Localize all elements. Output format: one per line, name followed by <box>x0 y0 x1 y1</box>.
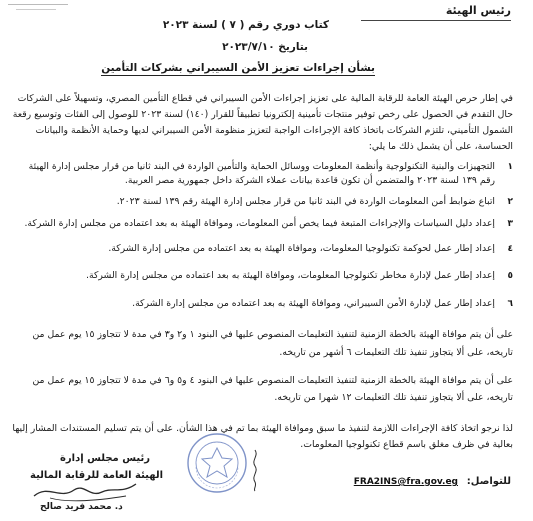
header-rule <box>361 20 511 21</box>
item-text: إعداد إطار عمل لإدارة الأمن السيبراني، وموافاة الهيئة به بعد اعتماده من مجلس إدارة الشركة. <box>132 298 495 309</box>
item-number: ١ <box>507 162 513 172</box>
item-number: ٦ <box>507 299 513 309</box>
item-number: ٥ <box>507 271 513 281</box>
item-text: إعداد دليل السياسات والإجراءات المتبعة فيما يخص أمن المعلومات، وموافاة الهيئة به بعد اعتماده من مجلس إدارة الشركة. <box>24 218 495 229</box>
circular-date: بتاريخ ٢٠٢٣/٧/١٠ <box>222 41 308 53</box>
deadline-line: تاريخه، على ألا يتجاوز تنفيذ تلك التعليمات ٦ أشهر من تاريخه. <box>279 347 513 358</box>
item-text: إعداد إطار عمل لإدارة مخاطر تكنولوجيا المعلومات، وموافاة الهيئة به بعد اعتماده من مجلس إدارة الشركة. <box>86 270 495 281</box>
handwritten-mark-icon <box>247 448 263 492</box>
deadline-line: على أن يتم موافاة الهيئة بالخطة الزمنية لتنفيذ التعليمات المنصوص عليها في البنود ١ و٢ و٣ في مدة لا تتجاوز ١٥ يوم عمل من <box>32 329 513 340</box>
handwritten-signature-icon <box>30 478 140 504</box>
intro-line: الشمول التأميني، تلتزم الشركات باتخاذ كافة الإجراءات الواجبة لتعزيز منظومة الأمن السيبراني لديها وحماية الأنظمة والبيانات <box>35 125 513 136</box>
item-text: اتباع ضوابط أمن المعلومات الواردة في البند ثانيا من قرار مجلس إدارة الهيئة رقم ١٣٩ لسنة ٢٠٢٣. <box>116 196 495 207</box>
official-stamp <box>186 432 248 494</box>
item-number: ٢ <box>507 197 513 207</box>
letterhead-mark <box>6 0 86 28</box>
signature-organization: الهيئة العامة للرقابة المالية <box>30 470 164 481</box>
intro-line: حال التقدم في الحصول على رخص توفير منتجات تأمينية إلكترونيا تطبيقاً للقرار (١٤٠) لسنة ٢٠٢٣ للوصول إلى الفئات وتوسيع رقعة <box>12 109 513 120</box>
item-number: ٤ <box>507 244 513 254</box>
eagle-seal-icon <box>186 432 248 494</box>
item-text: إعداد إطار عمل لحوكمة تكنولوجيا المعلومات، وموافاة الهيئة به بعد اعتماده من مجلس إدارة الشركة. <box>108 243 495 254</box>
deadline-line: تاريخه، على ألا يتجاوز تنفيذ تلك التعليمات ١٢ شهرا من تاريخه. <box>274 392 513 403</box>
contact-label: للتواصل: <box>466 476 511 487</box>
item-number: ٣ <box>507 219 513 229</box>
item-text: رقم ١٣٩ لسنة ٢٠٢٣ والمتضمن أن تكون قاعدة بيانات عملاء الشركة داخل جمهورية مصر العربية. <box>124 175 495 186</box>
item-text: التجهيزات والبنية التكنولوجية وأنظمة المعلومات ووسائل الحماية والتأمين الواردة في البند ثانيا من قرار مجلس إدارة الهيئة <box>28 161 495 172</box>
deadline-line: على أن يتم موافاة الهيئة بالخطة الزمنية لتنفيذ التعليمات المنصوص عليها في البنود ٤ و٥ و٦ في مدة لا تتجاوز ١٥ يوم عمل من <box>32 375 513 386</box>
circular-title: كتاب دوري رقم ( ٧ ) لسنة ٢٠٢٣ <box>162 19 329 31</box>
closing-line: لذا نرجو اتخاذ كافة الإجراءات اللازمة لتنفيذ ما سبق وموافاة الهيئة بما تم في هذا الشأن. على أن يتم تسليم المستندات المشار إليها <box>12 423 513 434</box>
circular-subject: بشأن إجراءات تعزيز الأمن السيبراني بشركات التأمين <box>101 62 375 74</box>
signature-title: رئيس مجلس إدارة <box>60 453 150 464</box>
intro-line: في إطار حرص الهيئة العامة للرقابة المالية على تعزيز إجراءات الأمن السيبراني في قطاع التأمين المصري، وتسهيلاً على الشركات <box>17 93 513 104</box>
contact-email-link[interactable]: FRA2INS@fra.gov.eg <box>353 477 458 487</box>
chairman-label: رئيس الهيئة <box>445 4 511 17</box>
closing-line: بعالية في ظرف مغلق باسم قطاع تكنولوجيا المعلومات. <box>300 439 513 450</box>
intro-line: الحساسة، على أن يشمل ذلك ما يلي: <box>368 141 513 152</box>
signatory-name: د. محمد فريد صالح <box>40 502 123 512</box>
